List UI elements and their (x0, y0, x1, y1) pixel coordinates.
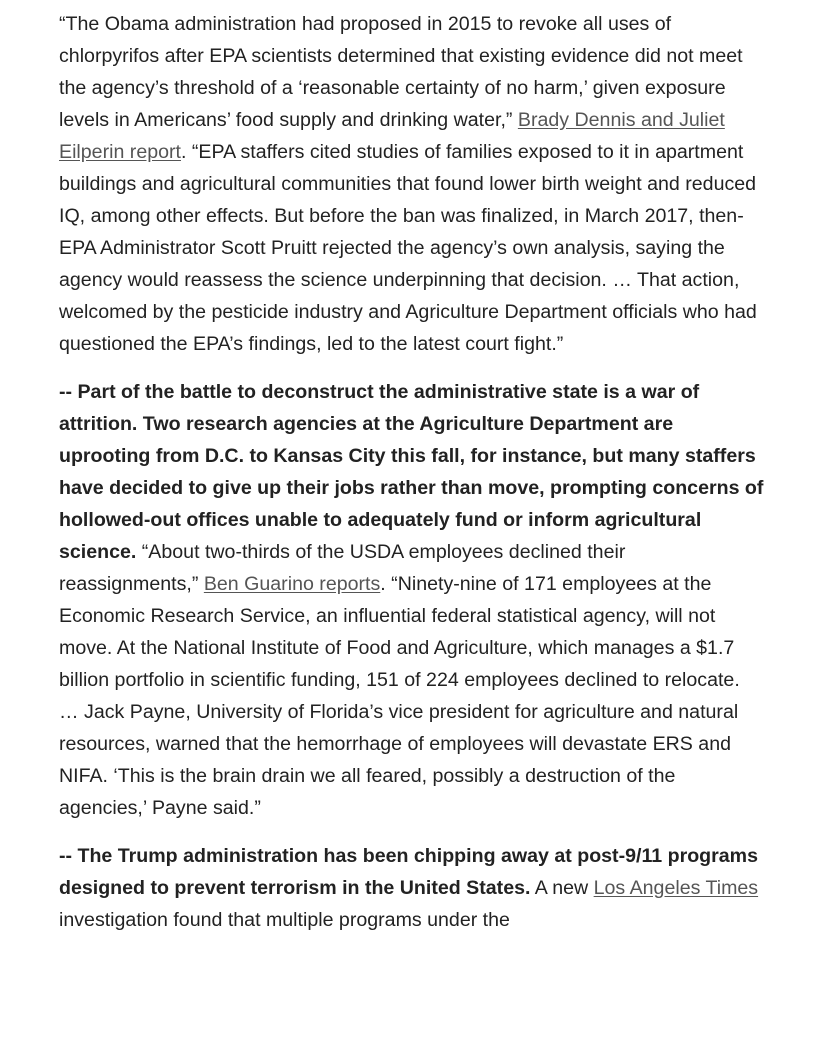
paragraph-text: . “Ninety-nine of 171 employees at the Economic Research Service, an influential federal statistical agency, will not move. At the National Institute of Food and Agriculture, which manages a $1.7 billion portfolio in scientific funding, 151 of 224 employees declined to relocate. … Jack Payne, University of Florida’s vice president for agriculture and natural resources, warned that the hemorrhage of employees will devastate ERS and NIFA. ‘This is the brain drain we all feared, possibly a destruction of the agencies,’ Payne said.” (59, 573, 740, 819)
paragraph-text: “About two-thirds of the USDA employees declined their reassignments,” (59, 541, 626, 595)
paragraph-text: . “EPA staffers cited studies of families exposed to it in apartment buildings and agricultural communities that found lower birth weight and reduced IQ, among other effects. But before the ban was finalized, in March 2017, then-EPA Administrator Scott Pruitt rejected the agency’s own analysis, saying the agency would reassess the science underpinning that decision. … That action, welcomed by the pesticide industry and Agriculture Department officials who had questioned the EPA’s findings, led to the latest court fight.” (59, 141, 757, 355)
los-angeles-times-link[interactable]: Los Angeles Times (593, 877, 759, 899)
paragraph-usda-relocation (59, 376, 764, 824)
paragraph-text: “The Obama administration had proposed in 2015 to revoke all uses of chlorpyrifos after EPA scientists determined that existing evidence did not meet the agency’s threshold of a ‘reasonable certainty of no harm,’ given exposure levels in Americans’ food supply and drinking water,” (59, 13, 743, 131)
paragraph-text: investigation found that multiple programs under the (59, 909, 510, 931)
paragraph-lead: -- The Trump administration has been chipping away at post-9/11 programs designed to prevent terrorism in the United States. (59, 845, 758, 899)
ben-guarino-reports-link[interactable]: Ben Guarino reports (203, 573, 381, 595)
paragraph-lead: -- Part of the battle to deconstruct the administrative state is a war of attrition. Two research agencies at the Agriculture Department are uprooting from D.C. to Kansas City this fall, for instance, but many staffers have decided to give up their jobs rather than move, prompting concerns of hollowed-out offices unable to adequately fund or inform agricultural science. (59, 381, 764, 563)
paragraph-chlorpyrifos (59, 8, 764, 360)
brady-dennis-juliet-eilperin-report-link[interactable]: Brady Dennis and Juliet Eilperin report (59, 109, 725, 163)
article-body (59, 8, 764, 936)
paragraph-text: A new (530, 877, 594, 899)
paragraph-terrorism-programs (59, 840, 764, 936)
